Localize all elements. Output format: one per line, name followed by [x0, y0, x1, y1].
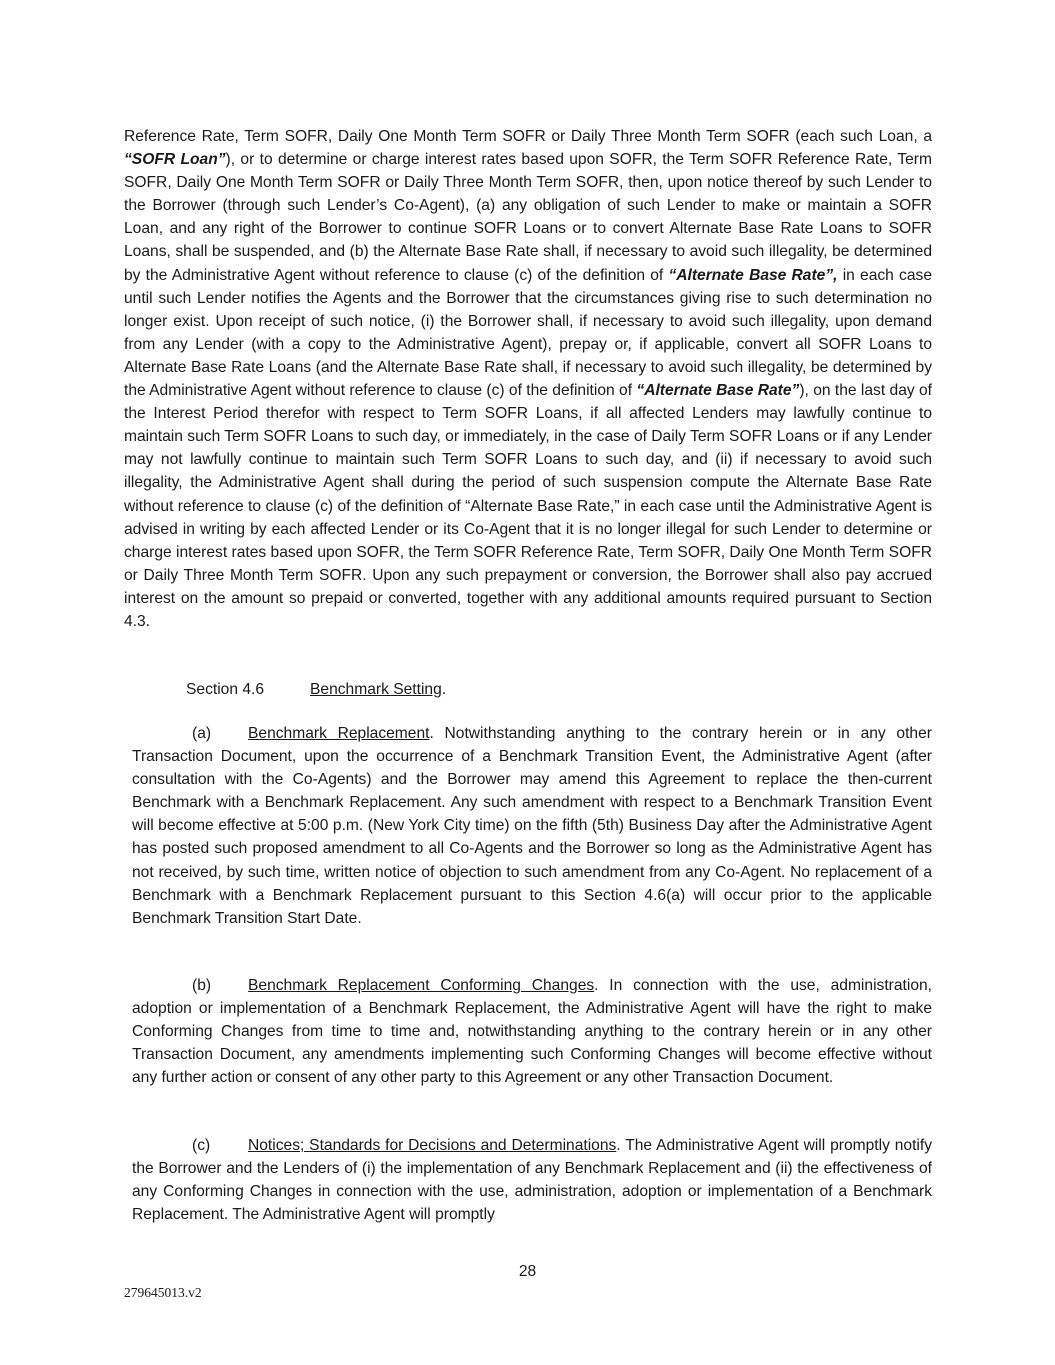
main-paragraph	[124, 125, 932, 633]
section-number: Section 4.6	[186, 681, 265, 698]
subsection-b	[132, 974, 932, 1089]
subsection-c	[132, 1134, 932, 1226]
subsection-label: (c)	[192, 1137, 211, 1154]
paragraph-text: ), or to determine or charge interest rates based upon SOFR, the Term SOFR Reference Rate, Term SOFR, Daily One Month Term SOFR or Daily Three Month Term SOFR, then, upon notice thereof by such Lender to the Borrower (through such Lender’s Co-Agent), (a) any obligation of such Lender to make or maintain a SOFR Loan, and any right of the Borrower to continue SOFR Loans or to convert Alternate Base Rate Loans to SOFR Loans, shall be suspended, and (b) the Alternate Base Rate shall, if necessary to avoid such illegality, be determined by the Administrative Agent without reference to clause (c) of the definition of	[124, 151, 932, 284]
section-heading	[186, 678, 446, 701]
section-title: Benchmark Setting	[310, 681, 442, 698]
defined-term-sofr-loan: “SOFR Loan”	[124, 151, 226, 169]
document-id: 279645013.v2	[124, 1285, 202, 1300]
section-title-period: .	[441, 681, 447, 698]
paragraph-text: ), on the last day of the Interest Period therefor with respect to Term SOFR Loans, if all affected Lenders may lawfully continue to maintain such Term SOFR Loans to such day, or immediately, in the case of Daily Term SOFR Loans or if any Lender may not lawfully continue to maintain such Term SOFR Loans to such day, and (ii) if necessary to avoid such illegality, the Administrative Agent shall during the period of such suspension compute the Alternate Base Rate without reference to clause (c) of the definition of “Alternate Base Rate,” in each case until the Administrative Agent is advised in writing by each affected Lender or its Co-Agent that it is no longer illegal for such Lender to determine or charge interest rates based upon SOFR, the Term SOFR Reference Rate, Term SOFR, Daily One Month Term SOFR or Daily Three Month Term SOFR. Upon any such prepayment or conversion, the Borrower shall also pay accrued interest on the amount so prepaid or converted, together with any additional amounts required pursuant to Section 4.3.	[124, 382, 933, 630]
defined-term-alternate-base-rate: “Alternate Base Rate”	[636, 382, 800, 400]
paragraph-text: in each case until such Lender notifies the Agents and the Borrower that the circumstances giving rise to such determination no longer exist. Upon receipt of such notice, (i) the Borrower shall, if necessary to avoid such illegality, upon demand from any Lender (with a copy to the Administrative Agent), prepay or, if applicable, convert all SOFR Loans to Alternate Base Rate Loans (and the Alternate Base Rate shall, if necessary to avoid such illegality, be determined by the Administrative Agent without reference to clause (c) of the definition of	[124, 266, 932, 400]
subsection-text: . The Administrative Agent will promptly notify the Borrower and the Lenders of (i) the implementation of any Benchmark Replacement and (ii) the effectiveness of any Conforming Changes in connection with the use, administration, adoption or implementation of a Benchmark Replacement. The Administrative Agent will promptly	[132, 1137, 932, 1224]
paragraph-text: Reference Rate, Term SOFR, Daily One Month Term SOFR or Daily Three Month Term SOFR (each such Loan, a	[124, 128, 932, 145]
subsection-label: (a)	[192, 725, 212, 742]
page-number: 28	[518, 1263, 537, 1280]
defined-term-alternate-base-rate: “Alternate Base Rate”,	[668, 266, 838, 284]
subsection-label: (b)	[192, 977, 212, 994]
subsection-a	[132, 722, 932, 930]
subsection-heading: Notices; Standards for Decisions and Determinations	[248, 1137, 617, 1154]
subsection-text: . Notwithstanding anything to the contrary herein or in any other Transaction Document, upon the occurrence of a Benchmark Transition Event, the Administrative Agent (after consultation with the Co-Agents) and the Borrower may amend this Agreement to replace the then-current Benchmark with a Benchmark Replacement. Any such amendment with respect to a Benchmark Transition Event will become effective at 5:00 p.m. (New York City time) on the fifth (5th) Business Day after the Administrative Agent has posted such proposed amendment to all Co-Agents and the Borrower so long as the Administrative Agent has not received, by such time, written notice of objection to such amendment from any Co-Agent. No replacement of a Benchmark with a Benchmark Replacement pursuant to this Section 4.6(a) will occur prior to the applicable Benchmark Transition Start Date.	[132, 725, 932, 927]
subsection-heading: Benchmark Replacement	[248, 725, 430, 742]
subsection-text: . In connection with the use, administration, adoption or implementation of a Benchmark Replacement, the Administrative Agent will have the right to make Conforming Changes from time to time and, notwithstanding anything to the contrary herein or in any other Transaction Document, any amendments implementing such Conforming Changes will become effective without any further action or consent of any other party to this Agreement or any other Transaction Document.	[132, 977, 932, 1087]
subsection-heading: Benchmark Replacement Conforming Changes	[248, 977, 595, 994]
